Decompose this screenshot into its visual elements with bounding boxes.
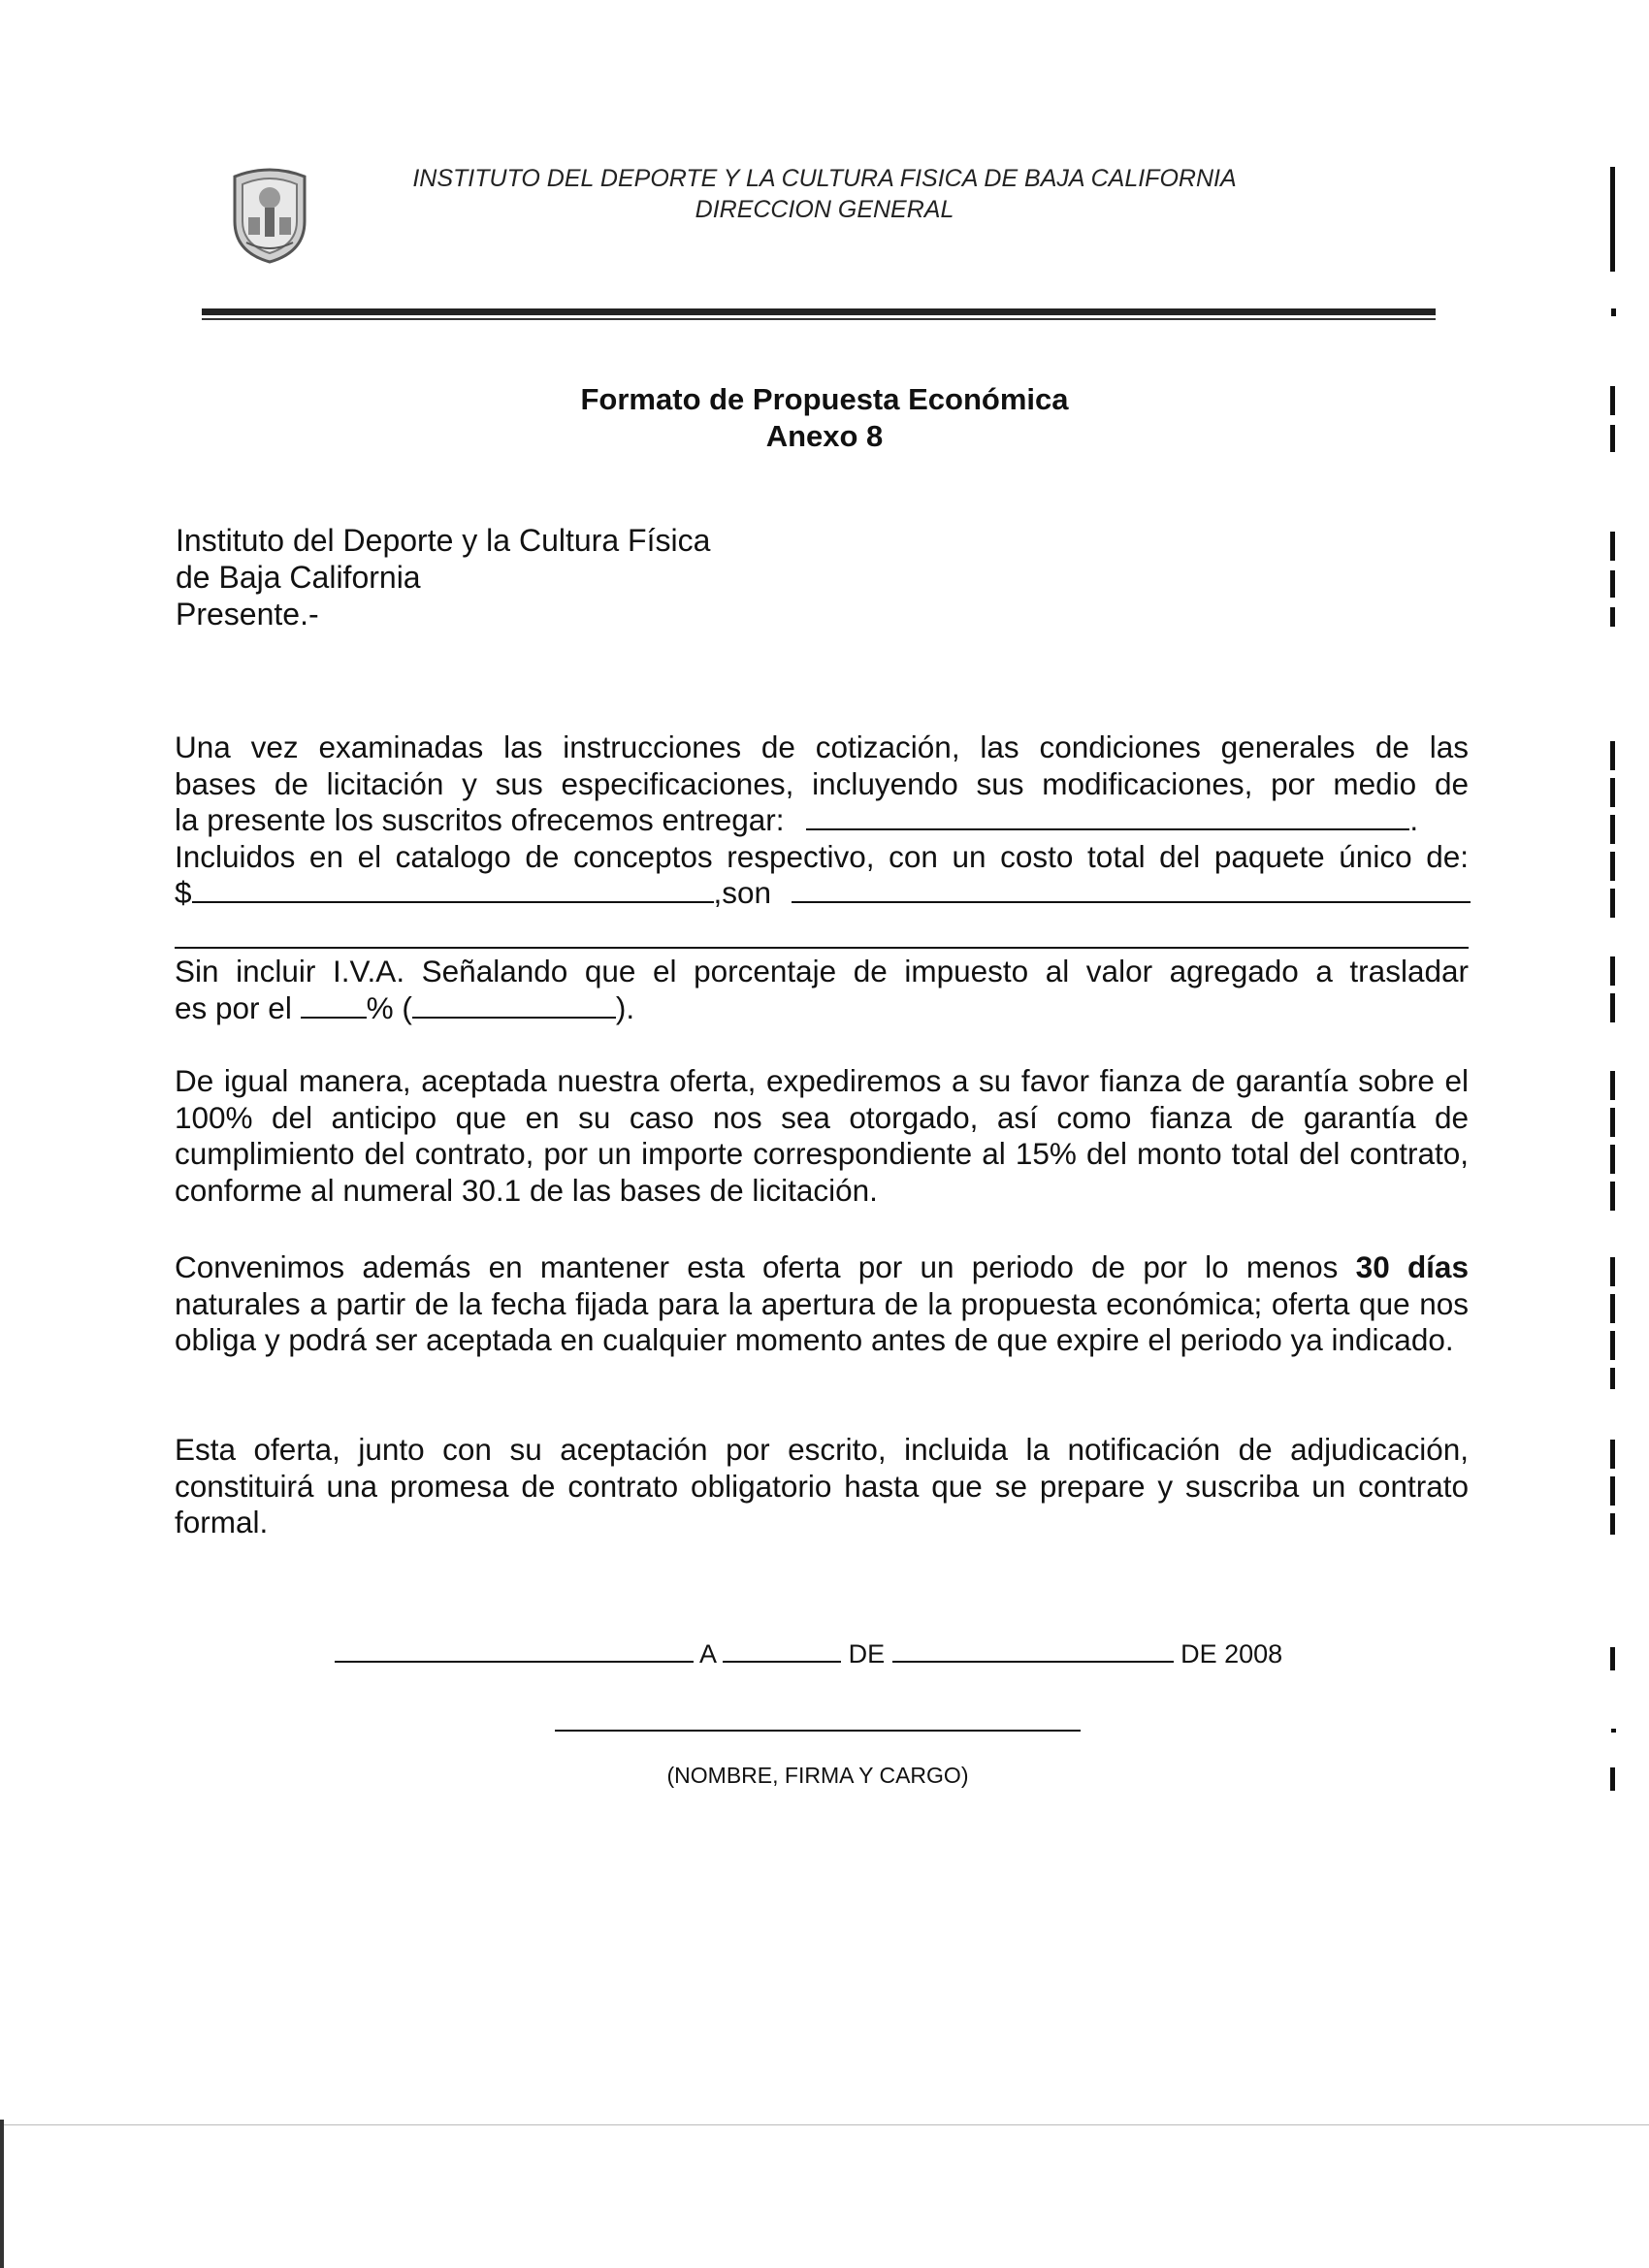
scan-margin-mark: [1610, 815, 1615, 844]
scan-margin-mark: [1610, 1513, 1615, 1535]
paragraph-iva-line-1: Sin incluir I.V.A. Señalando que el porcentaje de impuesto al valor agregado a trasladar: [175, 954, 1469, 988]
currency-symbol: $: [175, 875, 192, 910]
validity-days: 30 días: [1355, 1249, 1469, 1284]
paragraph-guarantee: De igual manera, aceptada nuestra oferta, expediremos a su favor fianza de garantía sobre el 100% del anticipo que en su caso nos sea otorgado, así como fianza de garantía de cumplimiento del contrato, por un importe correspondiente al 15% del monto total del contrato, conforme al numeral 30.1 de las bases de licitación.: [175, 1063, 1469, 1208]
deliver-period: .: [1409, 802, 1419, 837]
addressee-line-1: Instituto del Deporte y la Cultura Física: [176, 523, 711, 558]
paragraph-offer: [175, 729, 1469, 912]
scan-margin-mark: [1610, 1767, 1615, 1791]
scan-margin-mark: [1610, 1108, 1615, 1137]
date-year-label: DE 2008: [1180, 1639, 1283, 1669]
paragraph-iva-line-2: es por el % ( ).: [175, 989, 635, 1025]
amount-blank-field[interactable]: [192, 876, 714, 903]
date-de-label: DE: [848, 1639, 886, 1669]
scan-margin-mark: [1610, 167, 1615, 272]
paragraph-acceptance: Esta oferta, junto con su aceptación por escrito, incluida la notificación de adjudicación, constituirá una promesa de contrato obligatorio hasta que se prepare y suscriba un contrato formal.: [175, 1432, 1469, 1539]
amount-words-blank-field[interactable]: [792, 876, 1471, 903]
scan-margin-mark: [1610, 993, 1615, 1022]
paragraph-validity: Convenimos además en mantener esta oferta por un periodo de por lo menos 30 días naturales a partir de la fecha fijada para la apertura de la propuesta económica; oferta que nos obliga y podrá ser aceptada en cualquier momento antes de que expire el periodo ya indicado.: [175, 1249, 1469, 1357]
scan-margin-mark: [1610, 956, 1615, 986]
son-label: ,son: [713, 875, 772, 910]
scan-margin-mark: [1610, 741, 1615, 770]
iva-percent-blank-field[interactable]: [301, 991, 367, 1019]
header-divider: [202, 308, 1436, 315]
scan-margin-mark: [1610, 1647, 1615, 1670]
signature-line[interactable]: [555, 1730, 1081, 1732]
scan-margin-mark: [1610, 1440, 1615, 1469]
place-blank-field[interactable]: [335, 1639, 694, 1663]
scan-margin-mark: [1610, 570, 1615, 598]
date-a-label: A: [699, 1639, 716, 1669]
scan-margin-mark: [1610, 778, 1615, 807]
scan-margin-mark: [1610, 1071, 1615, 1100]
document-title: Formato de Propuesta Económica: [580, 382, 1069, 416]
header-department: DIRECCION GENERAL: [695, 196, 954, 223]
scan-margin-mark: [1610, 852, 1615, 881]
amount-words-continuation-line[interactable]: [175, 947, 1469, 949]
scan-margin-mark: [1610, 889, 1615, 918]
paragraph-offer-line-1: Una vez examinadas las instrucciones de cotización, las condiciones generales de las: [175, 729, 1469, 764]
paragraph-offer-line-3: [175, 802, 1469, 839]
scan-margin-mark: [1610, 1257, 1615, 1286]
scan-margin-mark: [1610, 1182, 1615, 1211]
scan-margin-mark: [1610, 1145, 1615, 1174]
scan-margin-mark: [1610, 607, 1615, 627]
header-divider-thin: [202, 318, 1436, 320]
scan-margin-mark: [1610, 1368, 1615, 1389]
paragraph-offer-line-4: Incluidos en el catalogo de conceptos respectivo, con un costo total del paquete único de:: [175, 838, 1469, 874]
paragraph-offer-line-5: [175, 875, 1469, 912]
scan-margin-mark: [1610, 532, 1615, 561]
scan-margin-mark: [1610, 425, 1615, 452]
addressee-line-3: Presente.-: [176, 597, 319, 632]
scan-edge-line: [0, 2124, 1649, 2125]
iva-words-blank-field[interactable]: [412, 991, 616, 1019]
scan-margin-mark: [1610, 1331, 1615, 1360]
addressee-line-2: de Baja California: [176, 560, 421, 595]
header-institution: INSTITUTO DEL DEPORTE Y LA CULTURA FISICA DE BAJA CALIFORNIA: [412, 165, 1237, 192]
paragraph-iva: [175, 954, 1469, 1026]
day-blank-field[interactable]: [723, 1639, 841, 1663]
month-blank-field[interactable]: [892, 1639, 1174, 1663]
scan-margin-mark: [1611, 308, 1616, 316]
scan-margin-mark: [1610, 386, 1615, 415]
date-place-row: [335, 1639, 1282, 1669]
scan-margin-mark: [1610, 1294, 1615, 1323]
annex-number: Anexo 8: [765, 419, 884, 453]
paragraph-offer-line-2: bases de licitación y sus especificaciones, incluyendo sus modificaciones, por medio de: [175, 765, 1469, 801]
deliver-blank-field[interactable]: [806, 803, 1409, 830]
scan-margin-mark: [1610, 1476, 1615, 1506]
offer-deliver-label: la presente los suscritos ofrecemos entregar:: [175, 802, 785, 837]
signature-caption: (NOMBRE, FIRMA Y CARGO): [666, 1763, 969, 1788]
scan-edge-mark: [0, 2120, 4, 2268]
scan-margin-mark: [1611, 1729, 1616, 1733]
